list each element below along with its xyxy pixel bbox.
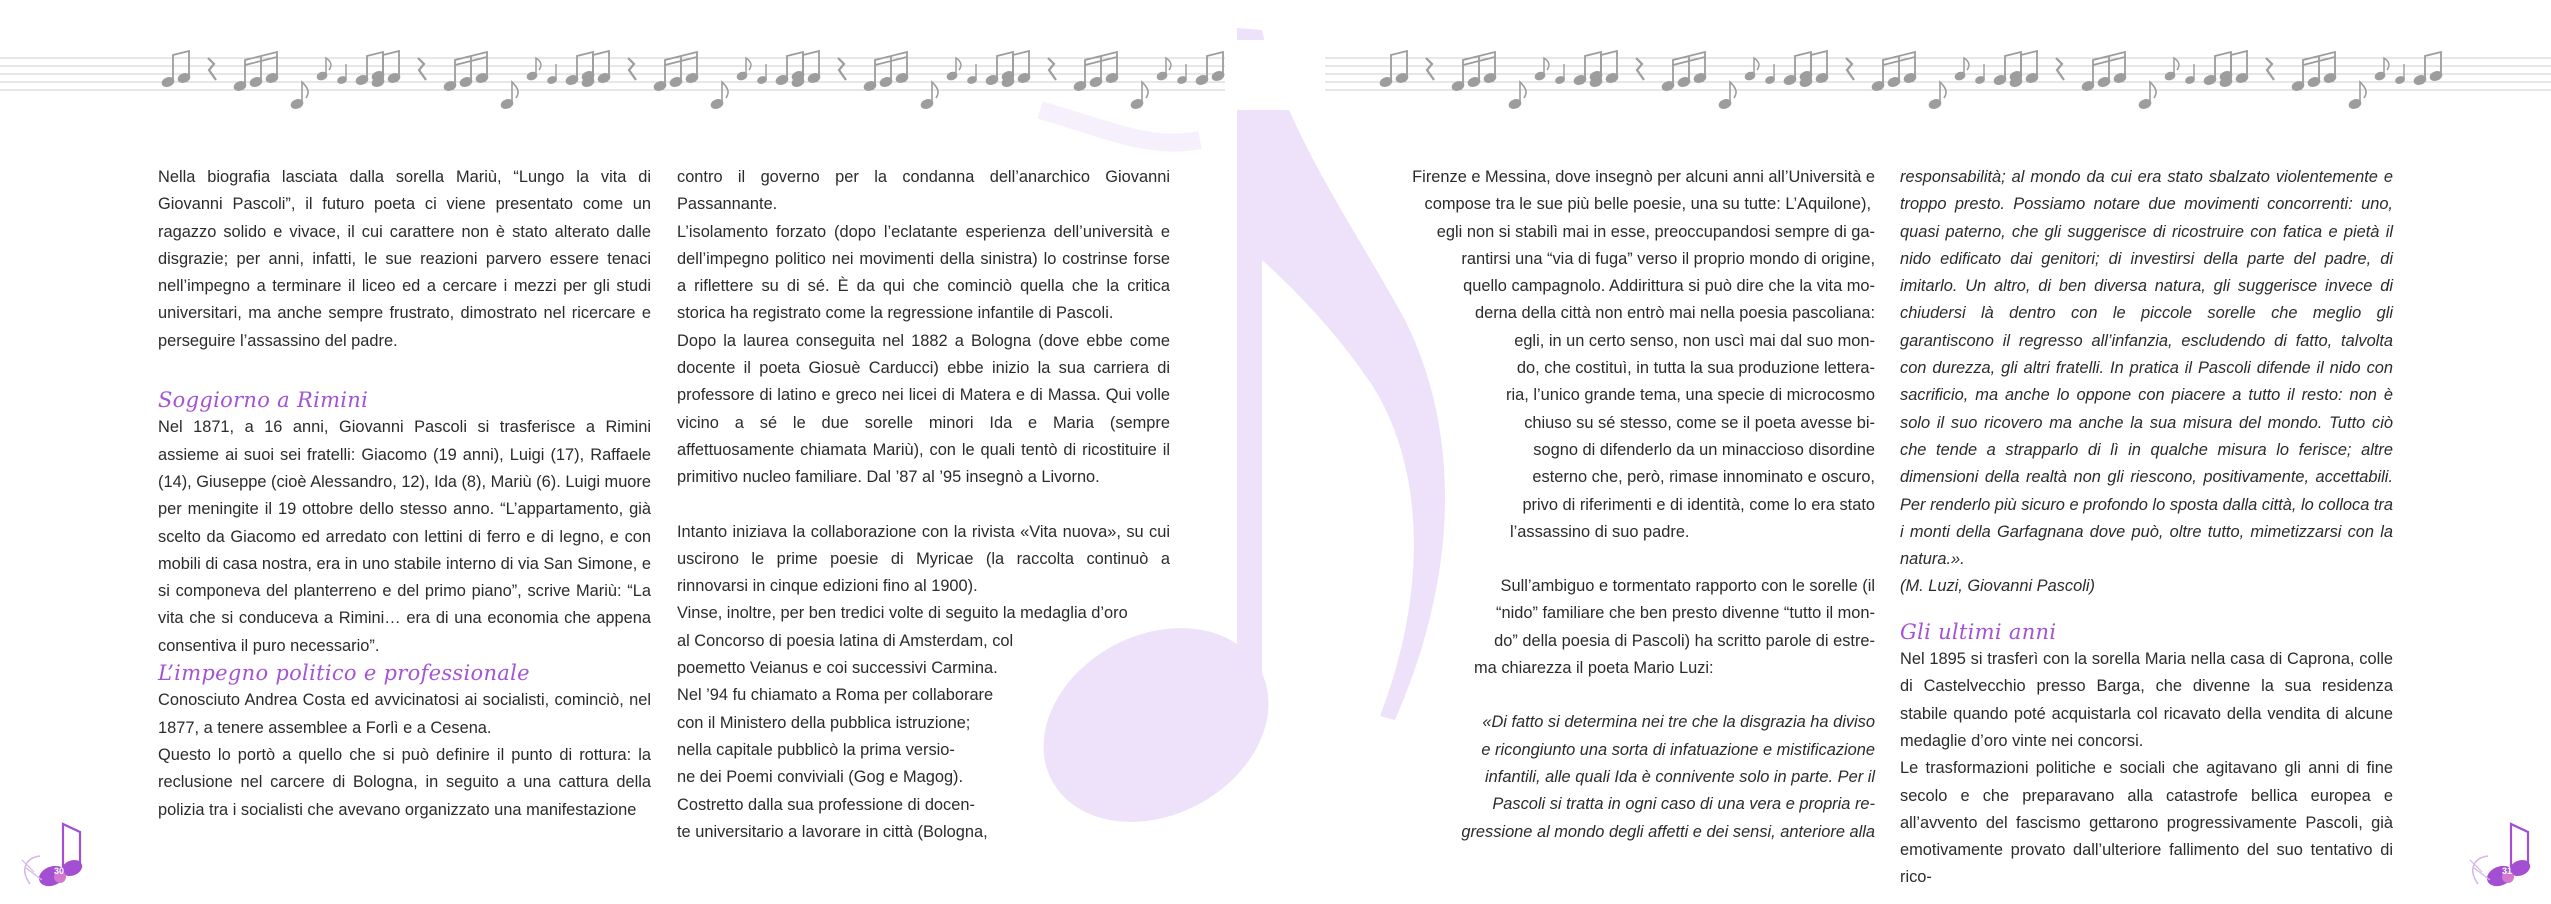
faint-swoosh [1040,110,1200,143]
corner-music-notes-icon [22,824,84,889]
text-line: Costretto dalla sua professione di docen- [677,795,975,814]
text-line: quello campagnolo. Addirittura si può dire che la vita mo- [1463,277,1875,296]
paragraph: L’isolamento forzato (dopo l’eclatante esperienza dell’università e dell’impegno politico nei movimenti della sinistra) lo costrinse forse a riflettere su di sé. È da qui che cominciò quella che la critica storica ha registrato come la regressione infantile di Pascoli. [677,222,1170,323]
text-line: chiuso su sé stesso, come se il poeta avesse bi- [1524,413,1875,432]
text-line: nella capitale pubblicò la prima versio- [677,740,955,759]
paragraph: Questo lo portò a quello che si può definire il punto di rottura: la reclusione nel carcere di Bologna, in seguito a una cattura della polizia tra i socialisti che avevano organizzato una manifestazione [158,745,651,819]
text-line: ne dei Poemi conviviali (Gog e Magog). [677,768,964,787]
text-line: derna della città non entrò mai nella poesia pascoliana: [1474,304,1875,323]
text-line: sogno di difenderlo da un minaccioso disordine [1533,440,1875,459]
paragraph: Nel 1895 si trasferì con la sorella Maria nella casa di Caprona, colle di Castelvecchio presso Barga, che divenne la sua residenza stabile quando poté acquistarla col ricavato della vendita di alcune medaglie d’oro vinte nei concorsi. [1900,650,2393,750]
quote-line: gressione al mondo degli affetti e dei sensi, anteriore alla [1461,822,1875,841]
text-line: do” della poesia di Pascoli) ha scritto parole di estre- [1494,631,1875,650]
text-line: l’assassino di suo padre. [1510,522,1690,541]
paragraph: Nel 1871, a 16 anni, Giovanni Pascoli si trasferisce a Rimini assieme ai suoi sei fratelli: Giacomo (19 anni), Luigi (17), Raffaele (14), Giuseppe (cioè Alessandro, 12), Ida (8), Mariù (6). Luigi muore per meningite il 19 ottobre dello stesso anno. “L’appartamento, già scelto da Giacomo ed arredato con lettini di ferro e di legno, e con mobili di casa nostra, era in uno stabile interno di via San Simone, e si componeva del planterreno e del primo piano”, scrive Mariù: “La vita che si conduceva a Rimini… era di una economia che appena consentiva il puro necessario”. [158,418,651,655]
paragraph: Conosciuto Andrea Costa ed avvicinatosi ai socialisti, cominciò, nel 1877, a tenere assemblee a Forlì e a Cesena. [158,691,651,737]
text-line: Vinse, inoltre, per ben tredici volte di seguito la medaglia d’oro [677,604,1128,623]
column-1 [158,164,651,824]
text-line: con il Ministero della pubblica istruzione; [677,713,971,732]
text-line: esterno che, però, rimase innominato e oscuro, [1532,468,1875,487]
text-line: te universitario a lavorare in città (Bologna, [677,822,988,841]
section-heading-soggiorno: Soggiorno a Rimini [158,388,369,413]
quote-citation: (M. Luzi, Giovanni Pascoli) [1900,577,2095,596]
text-line: Firenze e Messina, dove insegnò per alcuni anni all’Università e [1412,168,1875,186]
quote-line: Pascoli si tratta in ogni caso di una vera e propria re- [1492,795,1875,814]
text-line: poemetto Veianus e coi successivi Carmina. [677,659,998,678]
section-heading-impegno: L’impegno politico e professionale [158,661,530,686]
quote-line: «Di fatto si determina nei tre che la disgrazia ha diviso [1482,713,1875,732]
text-line: privo di riferimenti e di identità, come lo era stato [1522,495,1875,514]
text-line: do, che costituì, in tutta la sua produzione lettera- [1516,359,1875,378]
text-line: rantirsi una “via di fuga” verso il proprio mondo di origine, [1461,249,1875,268]
corner-music-notes-icon-right [2470,824,2532,889]
text-line: egli, in un certo senso, non uscì mai dal suo mon- [1514,331,1875,350]
quote-line: e ricongiunto una sorta di infatuazione e mistificazione [1481,740,1875,759]
paragraph: Le trasformazioni politiche e sociali che agitavano gli anni di fine secolo e che preparavano alla catastrofe bellica europea e all’avvento del fascismo gettarono progressivamente Pascoli, già emotivamente provato dall’ulteriore fallimento del suo tentativo di rico- [1900,759,2393,887]
text-line: egli non si stabilì mai in esse, preoccupandosi sempre di ga- [1436,222,1875,241]
text-line: compose tra le sue più belle poesie, una su tutte: L’Aquilone), [1424,195,1871,214]
paragraph: Dopo la laurea conseguita nel 1882 a Bologna (dove ebbe come docente il poeta Giosuè Carducci) ebbe inizio la sua carriera di professore di latino e greco nei licei di Matera e di Massa. Qui volle vicino a sé le due sorelle minori Ida e Maria (sempre affettuosamente chiamata Mariù), con le quali tentò di ricostituire il primitivo nucleo familiare. Dal ’87 al ’95 insegnò a Livorno. [677,331,1170,487]
paragraph: contro il governo per la condanna dell’anarchico Giovanni Passannante. [677,168,1170,214]
text-line: ma chiarezza il poeta Mario Luzi: [1474,659,1714,678]
column-2 [677,164,1170,846]
section-heading-ultimi-anni: Gli ultimi anni [1900,619,2057,644]
text-line: ria, l’unico grande tema, una specie di microcosmo [1506,386,1875,405]
paragraph: Intanto iniziava la collaborazione con la rivista «Vita nuova», su cui uscirono le prime poesie di Myricae (la raccolta continuò a rinnovarsi in cinque edizioni fino al 1900). [677,522,1170,596]
staff-notes-right [1379,51,2443,110]
quote-line: infantili, alle quali Ida è connivente solo in parte. Per il [1485,767,1875,786]
column-4 [1900,164,2393,892]
text-line: Nel ’94 fu chiamato a Roma per collaborare [677,686,994,705]
paragraph: Nella biografia lasciata dalla sorella Mariù, “Lungo la vita di Giovanni Pascoli”, il futuro poeta ci viene presentato come un ragazzo solido e vivace, il cui carattere non è stato alterato dalle disgrazie; per anni, infatti, le sue reazioni parvero essere tenaci nell’impegno a terminare il liceo ed a cercare i mezzi per gli studi universitari, ma anche sempre frustrato, dimostrato nel ricercare e perseguire l’assassino del padre. [158,168,651,350]
text-line: Sull’ambiguo e tormentato rapporto con le sorelle (il [1500,577,1875,596]
text-line: al Concorso di poesia latina di Amsterdam, col [677,631,1014,650]
column-3 [1375,164,1875,846]
quote-paragraph: responsabilità; al mondo da cui era stato sbalzato violentemente e troppo presto. Possiamo notare due movimenti concorrenti: uno, quasi paterno, che gli suggerisce di ricostruire con fatica e pietà il nido edificato dai genitori; di investirsi della parte del padre, di imitarlo. Un altro, di ben diversa natura, gli suggerisce invece di chiudersi là dentro con le piccole sorelle che meglio gli garantiscono il regresso all’infanzia, escludendo di fatto, talvolta con durezza, gli altri fratelli. In pratica il Pascoli difende il nido con sacrificio, ma anche lo oppone con piacere a tutto il resto: non è solo il suo ricovero ma anche la sua misura del mondo. Tutto ciò che tende a strapparlo di lì in qualche misura lo ferisce; altre dimensioni della realtà non gli riescono, positivamente, accettabili. Per renderlo più sicuro e profondo lo sposta dalla città, lo colloca tra i monti della Garfagnana dove può, oltre tutto, mimetizzarsi con la natura.». [1900,168,2393,569]
text-line: “nido” familiare che ben presto divenne “tutto il mon- [1496,604,1875,623]
page-number-right: 31 [2502,866,2513,876]
page-number-left: 30 [54,866,65,876]
